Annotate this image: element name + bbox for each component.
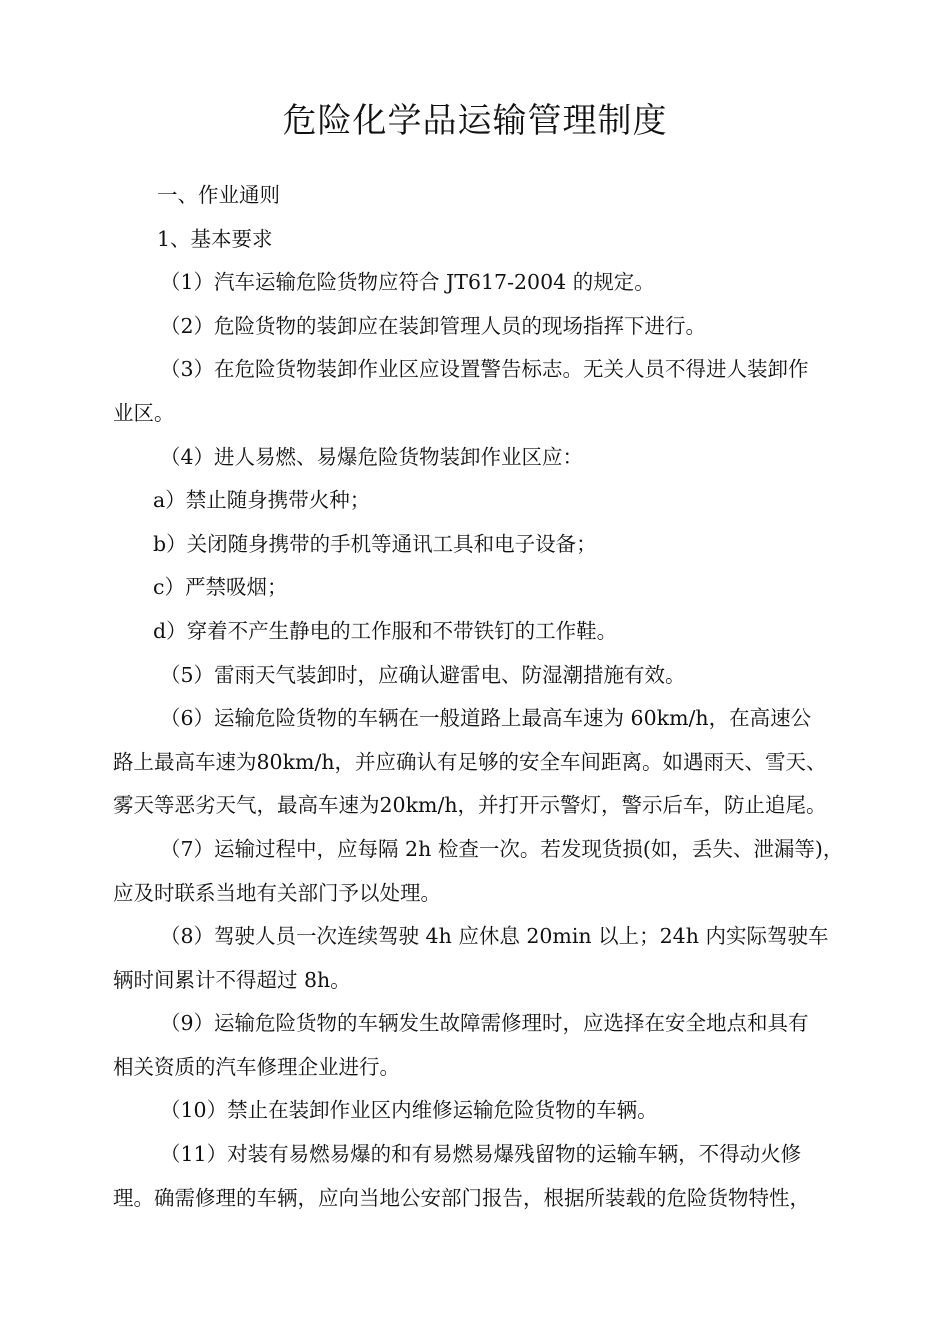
subsection-heading: 1、基本要求 bbox=[157, 226, 273, 251]
clause-6-line-3: 雾天等恶劣天气，最高车速为20km/h，并打开示警灯，警示后车，防止追尾。 bbox=[113, 793, 827, 818]
list-item-d: d）穿着不产生静电的工作服和不带铁钉的工作鞋。 bbox=[153, 618, 618, 643]
list-item-c: c）严禁吸烟； bbox=[153, 575, 288, 600]
clause-10: （10）禁止在装卸作业区内维修运输危险货物的车辆。 bbox=[160, 1098, 658, 1123]
clause-5: （5）雷雨天气装卸时，应确认避雷电、防湿潮措施有效。 bbox=[160, 662, 686, 687]
clause-3-line-2: 业区。 bbox=[113, 400, 175, 425]
clause-9-line-2: 相关资质的汽车修理企业进行。 bbox=[113, 1054, 400, 1079]
clause-2: （2）危险货物的装卸应在装卸管理人员的现场指挥下进行。 bbox=[160, 313, 707, 338]
clause-11-line-2: 理。确需修理的车辆，应向当地公安部门报告，根据所装载的危险货物特性， bbox=[113, 1185, 810, 1210]
list-item-a: a）禁止随身携带火种； bbox=[153, 488, 371, 513]
section-heading: 一、作业通则 bbox=[157, 183, 280, 207]
document-title: 危险化学品运输管理制度 bbox=[282, 101, 668, 141]
clause-3-line-1: （3）在危险货物装卸作业区应设置警告标志。无关人员不得进人装卸作 bbox=[160, 357, 809, 382]
clause-8-line-1: （8）驾驶人员一次连续驾驶 4h 应休息 20min 以上；24h 内实际驾驶车 bbox=[160, 924, 829, 949]
clause-9-line-1: （9）运输危险货物的车辆发生故障需修理时，应选择在安全地点和具有 bbox=[160, 1011, 809, 1036]
clause-6-line-2: 路上最高车速为80km/h，并应确认有足够的安全车间距离。如遇雨天、雪天、 bbox=[113, 749, 827, 774]
list-item-b: b）关闭随身携带的手机等通讯工具和电子设备； bbox=[153, 531, 597, 556]
clause-7-line-2: 应及时联系当地有关部门予以处理。 bbox=[113, 880, 441, 905]
clause-11-line-1: （11）对装有易燃易爆的和有易燃易爆残留物的运输车辆，不得动火修 bbox=[160, 1142, 802, 1167]
clause-8-line-2: 辆时间累计不得超过 8h。 bbox=[113, 967, 351, 992]
document-body bbox=[113, 174, 853, 1220]
clause-7-line-1: （7）运输过程中，应每隔 2h 检查一次。若发现货损(如，丢失、泄漏等)， bbox=[160, 836, 844, 861]
clause-1: （1）汽车运输危险货物应符合 JT617-2004 的规定。 bbox=[160, 270, 655, 295]
clause-4: （4）进人易燃、易爆危险货物装卸作业区应： bbox=[160, 444, 584, 469]
clause-6-line-1: （6）运输危险货物的车辆在一般道路上最高车速为 60km/h，在高速公 bbox=[160, 706, 812, 731]
